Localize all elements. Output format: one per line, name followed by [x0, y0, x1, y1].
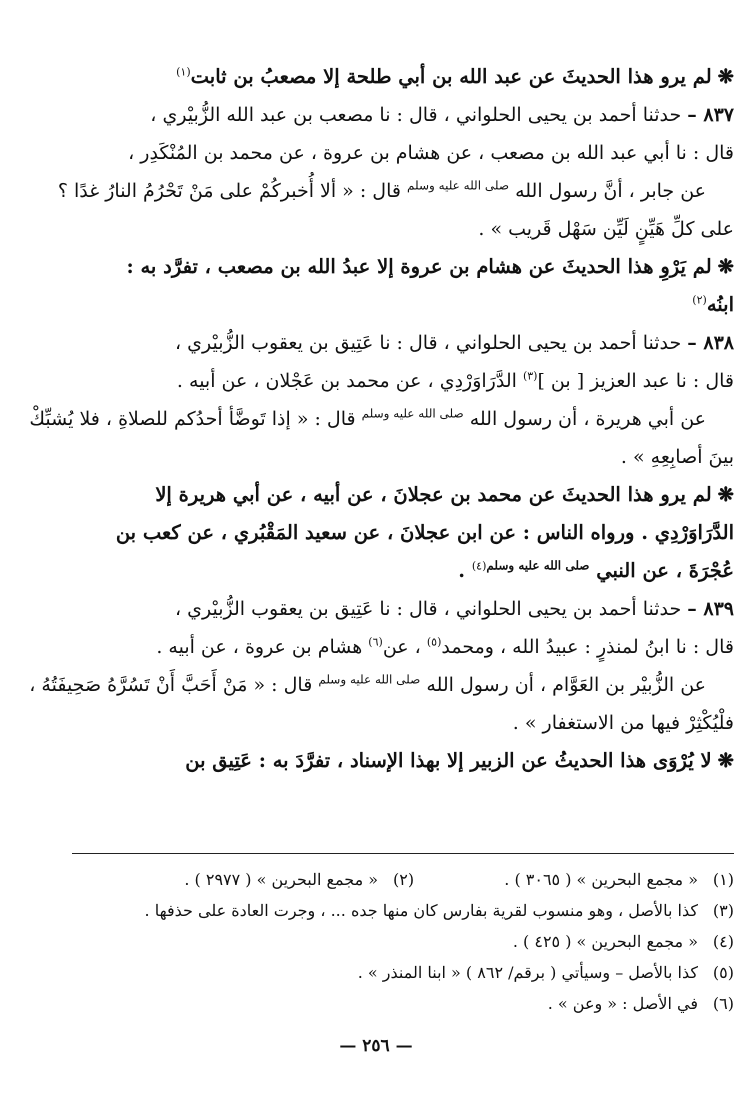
footnote-marker: (٥) — [712, 963, 734, 982]
footnote-ref: (١) — [176, 65, 191, 79]
hadith-text: حدثنا أحمد بن يحيى الحلواني ، قال : نا عَتِيق بن يعقوب الزُّبيْري ، — [174, 332, 682, 354]
footnote-marker: (١) — [712, 870, 734, 889]
footnote-line-6 — [18, 988, 734, 1019]
footnote-text: كذا بالأصل ، وهو منسوب لقرية بفارس كان منها جده ... ، وجرت العادة على حذفها . — [144, 901, 698, 920]
hadith-text: قال : « مَنْ أَحَبَّ أَنْ تَسُرَّهُ صَحِيفَتُهُ ، — [29, 674, 313, 696]
star-icon: ❋ — [717, 483, 734, 506]
footnote-text: كذا بالأصل – وسيأتي ( برقم/ ٨٦٢ ) « ابنا المنذر » . — [357, 963, 698, 982]
footnote-marker: (٤) — [712, 932, 734, 951]
note-text: لم يَرْوِ هذا الحديثَ عن هشام بن عروة إلا عبدُ الله بن مصعب ، تفرَّد به : — [126, 255, 712, 278]
hadith-text: قال : « إذا تَوضَّأ أحدُكم للصلاةِ ، فلا يُشبِّكْ — [29, 408, 356, 430]
hadith-text: قال : « ألا أُخبركُمْ على مَنْ تَحْرُمُ النارُ غدًا ؟ — [57, 180, 401, 202]
hadith-837-line-2 — [18, 134, 734, 172]
footnote-line-3 — [18, 895, 734, 926]
intro-note — [18, 58, 734, 96]
hadith-number: ٨٣٩ – — [687, 598, 734, 620]
footnote-line-1-2 — [18, 864, 734, 895]
salutation-glyph: صلى الله عليه وسلم — [318, 672, 421, 687]
star-icon: ❋ — [717, 65, 734, 88]
hadith-837-note-2 — [18, 286, 734, 324]
footnote-ref: (٤) — [471, 559, 487, 573]
hadith-837-note-1 — [18, 248, 734, 286]
hadith-text: فلْيُكْثِرْ فيها من الاستغفار » . — [512, 712, 734, 734]
salutation-glyph: صلى الله عليه وسلم — [361, 406, 464, 421]
hadith-text: بينَ أصابِعِهِ » . — [620, 446, 734, 468]
page-number: — ٢٥٦ — — [339, 1036, 413, 1056]
footnote-ref: (٣) — [522, 369, 538, 383]
hadith-text: عن الزُّبيْر بن العَوَّام ، أن رسول الله — [426, 674, 706, 696]
hadith-837-line-1 — [18, 96, 734, 134]
footnote-marker: (٣) — [712, 901, 734, 920]
hadith-838-note-2 — [18, 514, 734, 552]
hadith-text: الدَّرَاوَرْدِي ، عن محمد بن عَجْلان ، عن أبيه . — [176, 370, 517, 392]
intro-note-text: لم يرو هذا الحديثَ عن عبد الله بن أبي طلحة إلا مصعبُ بن ثابت — [190, 65, 712, 88]
note-text: لا يُرْوَى هذا الحديثُ عن الزبير إلا بهذا الإسناد ، تفرَّدَ به : عَتِيق بن — [185, 749, 712, 772]
hadith-text: عن أبي هريرة ، أن رسول الله — [469, 408, 706, 430]
footnote-ref: (٦) — [368, 635, 383, 649]
hadith-839-line-3 — [18, 666, 734, 704]
hadith-text: حدثنا أحمد بن يحيى الحلواني ، قال : نا مصعب بن عبد الله الزُّبيْري ، — [150, 104, 682, 126]
hadith-839-line-2 — [18, 628, 734, 666]
hadith-text: قال : نا عبد العزيز [ بن ] — [537, 370, 734, 392]
footnote-text: « مجمع البحرين » ( ٢٩٧٧ ) . — [184, 870, 379, 889]
note-text: الدَّرَاوَرْدِي . ورواه الناس : عن ابن عجلانَ ، عن سعيد المَقْبُري ، عن كعب بن — [115, 521, 734, 544]
footnote-divider — [72, 853, 734, 854]
footnote-marker: (٢) — [392, 870, 415, 889]
hadith-838-line-2 — [18, 362, 734, 400]
hadith-839-line-1 — [18, 590, 734, 628]
hadith-text: عن جابر ، أنَّ رسول الله — [515, 180, 706, 202]
footnote-text: « مجمع البحرين » ( ٣٠٦٥ ) . — [504, 870, 698, 889]
footnotes — [18, 864, 734, 1019]
hadith-838-note-3: عُجْرَةَ ، عن النبي $^{صلى الله عليه وسلم(٤)}$ . — [458, 558, 734, 582]
footnote-ref: (٢) — [692, 293, 707, 307]
hadith-text: هشام بن عروة ، عن أبيه . — [156, 636, 363, 658]
footnote-ref: (٥) — [426, 635, 442, 649]
hadith-839-note-1 — [18, 742, 734, 780]
hadith-838-line-3 — [18, 400, 734, 438]
hadith-text: على كلِّ هَيِّنٍ لَيِّن سَهْل قَريب » . — [478, 218, 734, 240]
hadith-number: ٨٣٧ – — [687, 104, 734, 126]
note-text: لم يرو هذا الحديثَ عن محمد بن عجلانَ ، عن أبيه ، عن أبي هريرة إلا — [155, 483, 712, 506]
hadith-number: ٨٣٨ – — [687, 332, 734, 354]
footnote-text: « مجمع البحرين » ( ٤٢٥ ) . — [512, 932, 698, 951]
hadith-text: ، عن — [382, 636, 421, 658]
hadith-837-line-4 — [18, 210, 734, 248]
page-body — [18, 58, 734, 1088]
salutation-glyph: صلى الله عليه وسلم — [407, 178, 510, 193]
hadith-837-line-3 — [18, 172, 734, 210]
footnote-marker: (٦) — [712, 994, 734, 1013]
note-text: عُجْرَةَ ، عن النبي — [596, 559, 734, 582]
footnote-line-5 — [18, 957, 734, 988]
hadith-838-line-1 — [18, 324, 734, 362]
hadith-text: قال : نا أبي عبد الله بن مصعب ، عن هشام بن عروة ، عن محمد بن المُنْكَدِر ، — [128, 142, 734, 164]
star-icon: ❋ — [717, 255, 734, 278]
hadith-838-note-1 — [18, 476, 734, 514]
note-text: ابنُه — [706, 293, 734, 316]
salutation-glyph: صلى الله عليه وسلم — [486, 558, 590, 573]
hadith-text: حدثنا أحمد بن يحيى الحلواني ، قال : نا عَتِيق بن يعقوب الزُّبيْري ، — [174, 598, 682, 620]
footnote-line-4 — [18, 926, 734, 957]
star-icon: ❋ — [717, 749, 734, 772]
hadith-838-line-4 — [18, 438, 734, 476]
hadith-text: قال : نا ابنُ لمنذرٍ : عبيدُ الله ، ومحمد — [441, 636, 734, 658]
footnote-text: في الأصل : « وعن » . — [547, 994, 698, 1013]
hadith-839-line-4 — [18, 704, 734, 742]
